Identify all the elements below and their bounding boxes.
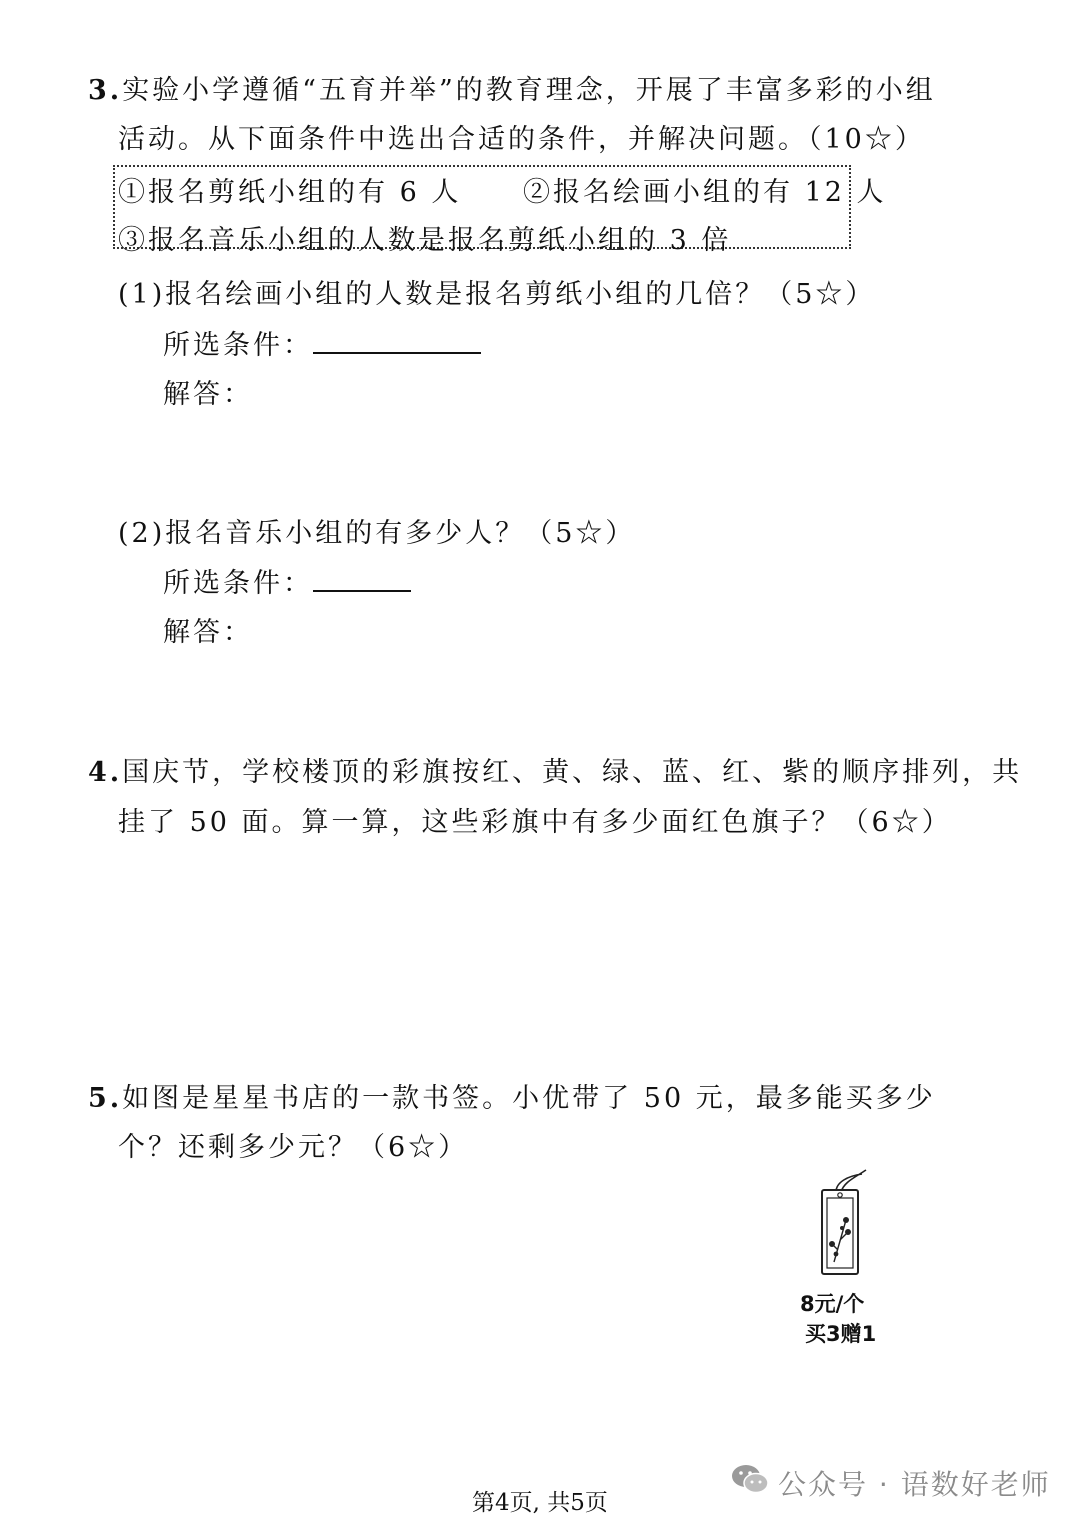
- q5-number: 5.: [88, 1083, 123, 1114]
- condition-1: ①报名剪纸小组的有 6 人: [118, 177, 462, 208]
- wechat-icon: [730, 1462, 770, 1496]
- q3-sub2-select: [163, 561, 411, 600]
- bookmark-price: 8元/个: [800, 1292, 865, 1316]
- q4-line2: 挂了 50 面。算一算，这些彩旗中有多少面红色旗子？（6☆）: [118, 807, 952, 838]
- q3-line1: [88, 68, 936, 107]
- q5-line1: [88, 1076, 936, 1115]
- q3-sub1-answer-label: 解答：: [163, 379, 253, 410]
- q4-text1: 国庆节，学校楼顶的彩旗按红、黄、绿、蓝、红、紫的顺序排列，共: [122, 757, 1023, 788]
- q3-sub1-select: [163, 323, 481, 362]
- page-footer: 第4页, 共5页: [472, 1490, 608, 1516]
- q4-line1: [88, 750, 1022, 789]
- q3-line2: 活动。从下面条件中选出合适的条件，并解决问题。（10☆）: [118, 124, 925, 155]
- q3-text1: 实验小学遵循“五育并举”的教育理念，开展了丰富多彩的小组: [122, 75, 936, 106]
- select-blank-1[interactable]: [313, 326, 481, 354]
- q4-number: 4.: [88, 757, 123, 788]
- q3-sub2-answer-label: 解答：: [163, 617, 253, 648]
- condition-3: ③报名音乐小组的人数是报名剪纸小组的 3 倍: [118, 225, 732, 256]
- select-label: 所选条件：: [163, 330, 313, 361]
- q3-number: 3.: [88, 75, 123, 106]
- select-label: 所选条件：: [163, 568, 313, 599]
- condition-2: ②报名绘画小组的有 12 人: [523, 177, 887, 208]
- select-blank-2[interactable]: [313, 564, 411, 592]
- watermark-text: 公众号 · 语数好老师: [778, 1468, 1051, 1501]
- bookmark-promo: 买3赠1: [805, 1322, 877, 1346]
- q5-text1: 如图是星星书店的一款书签。小优带了 50 元，最多能买多少: [122, 1083, 936, 1114]
- q5-line2: 个？还剩多少元？（6☆）: [118, 1132, 469, 1163]
- q3-sub1-question: (1)报名绘画小组的人数是报名剪纸小组的几倍？（5☆）: [118, 279, 876, 310]
- bookmark-icon: [808, 1168, 878, 1280]
- q3-sub2-question: (2)报名音乐小组的有多少人？（5☆）: [118, 518, 636, 549]
